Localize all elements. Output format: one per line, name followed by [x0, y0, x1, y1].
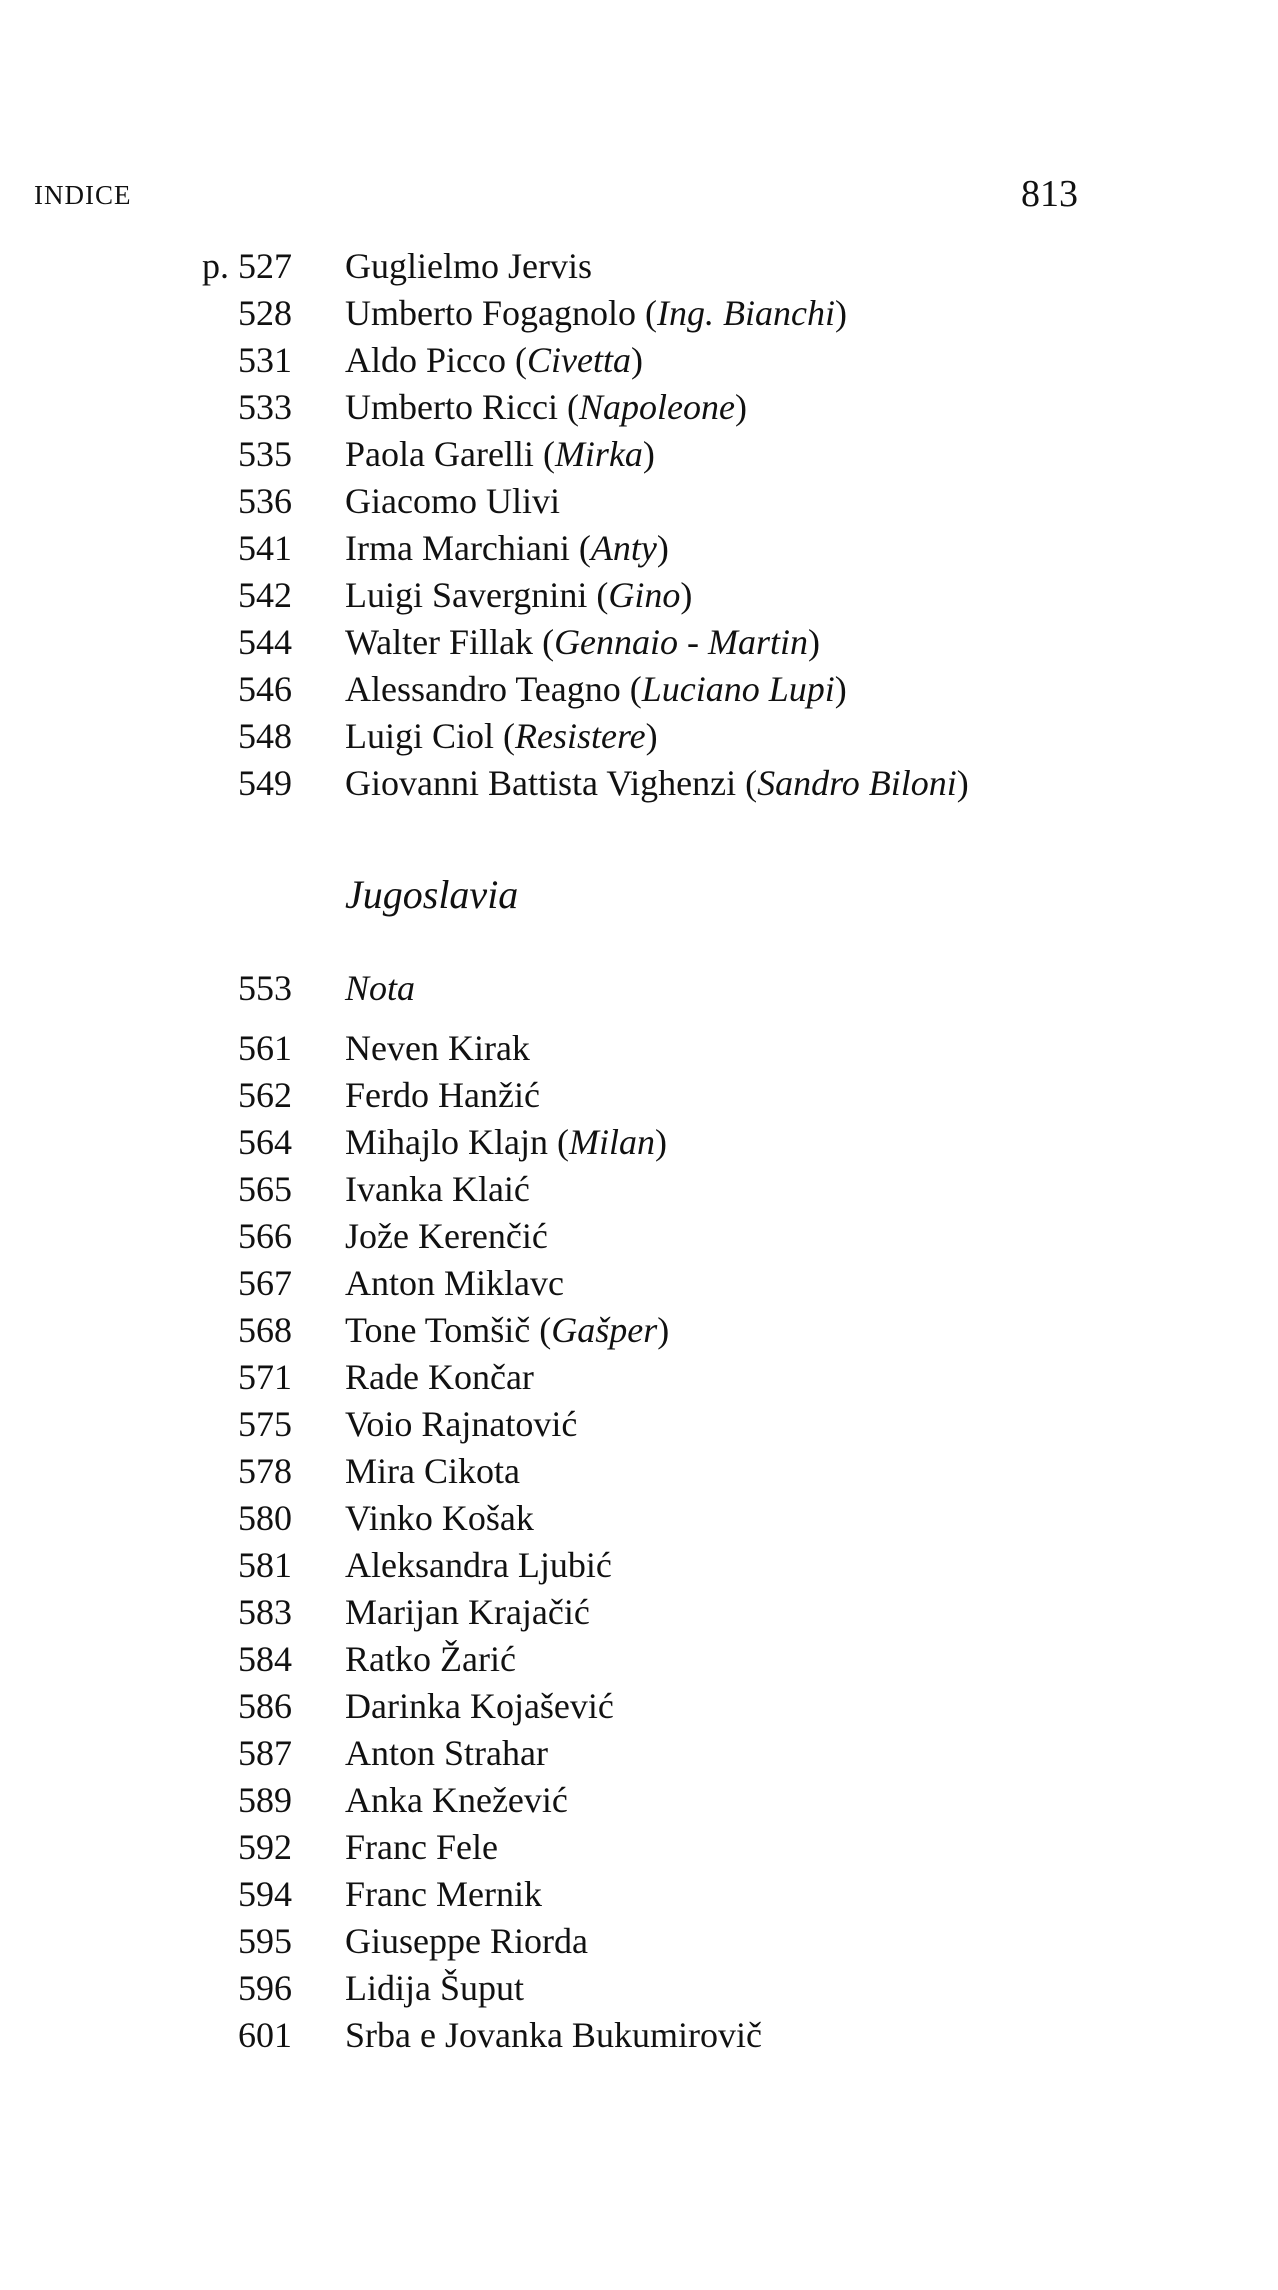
- section-note: [0, 965, 1278, 1012]
- entry-page-number: 578: [238, 1451, 292, 1491]
- entry-name: Anton Strahar: [345, 1733, 548, 1773]
- entry-page-number: 596: [238, 1968, 292, 2008]
- entry-page-number: 562: [238, 1075, 292, 1115]
- entry-name-line: [345, 1025, 530, 1072]
- index-entry: [0, 1495, 1278, 1542]
- index-entry: [0, 1918, 1278, 1965]
- index-entry: [0, 1589, 1278, 1636]
- entry-name: Mihajlo Klajn: [345, 1122, 548, 1162]
- entry-name: Guglielmo Jervis: [345, 246, 592, 286]
- entry-alias: Napoleone: [578, 387, 735, 427]
- entry-name: Irma Marchiani: [345, 528, 570, 568]
- index-entry: [0, 478, 1278, 525]
- entry-page-number: 568: [238, 1310, 292, 1350]
- index-entry: [0, 1824, 1278, 1871]
- index-entry: [0, 1636, 1278, 1683]
- index-entry: [0, 2012, 1278, 2059]
- entry-name-line: [345, 1918, 588, 1965]
- entry-name-line: [345, 1213, 548, 1260]
- entry-name: Rade Končar: [345, 1357, 534, 1397]
- index-list-italy: [0, 243, 1278, 807]
- entry-name: Aleksandra Ljubić: [345, 1545, 612, 1585]
- index-entry: [0, 1730, 1278, 1777]
- entry-name-line: Tone Tomšič (Gašper): [345, 1310, 670, 1350]
- entry-page-number: 561: [238, 1028, 292, 1068]
- entry-name: Mira Cikota: [345, 1451, 520, 1491]
- index-entry: [0, 1448, 1278, 1495]
- entry-page-number: 589: [238, 1780, 292, 1820]
- entry-name-line: [345, 1354, 534, 1401]
- index-entry: [0, 525, 1278, 572]
- entry-page-number: 567: [238, 1263, 292, 1303]
- entry-name: Franc Fele: [345, 1827, 498, 1867]
- entry-name-line: Alessandro Teagno (Luciano Lupi): [345, 669, 847, 709]
- entry-name: Srba e Jovanka Bukumirovič: [345, 2015, 762, 2055]
- entry-name: Anka Knežević: [345, 1780, 568, 1820]
- entry-name: Luigi Ciol: [345, 716, 495, 756]
- entry-page-number: 595: [238, 1921, 292, 1961]
- note-page-number: 553: [238, 968, 292, 1008]
- entry-name-line: Aldo Picco (Civetta): [345, 340, 643, 380]
- entry-name-line: [345, 1965, 524, 2012]
- index-entry: [0, 1401, 1278, 1448]
- entry-name-line: [345, 1824, 498, 1871]
- entry-alias: Sandro Biloni: [757, 763, 957, 803]
- entry-name: Umberto Ricci: [345, 387, 558, 427]
- entry-page-number: 533: [238, 387, 292, 427]
- index-entry: [0, 1119, 1278, 1166]
- entry-page-number: 583: [238, 1592, 292, 1632]
- entry-name-line: [345, 478, 560, 525]
- entry-name-line: [345, 1072, 540, 1119]
- entry-page-number: 546: [238, 669, 292, 709]
- index-entry: [0, 1213, 1278, 1260]
- entry-name-line: [345, 1777, 568, 1824]
- entry-page-number: 548: [238, 716, 292, 756]
- entry-name: Darinka Kojašević: [345, 1686, 614, 1726]
- entry-name-line: [345, 1683, 614, 1730]
- entry-name: Umberto Fogagnolo: [345, 293, 636, 333]
- entry-name: Luigi Savergnini: [345, 575, 588, 615]
- index-entry: [0, 1072, 1278, 1119]
- entry-name-line: Mihajlo Klajn (Milan): [345, 1122, 667, 1162]
- entry-page-number: 549: [238, 763, 292, 803]
- entry-name: Voio Rajnatović: [345, 1404, 578, 1444]
- entry-page-number: 566: [238, 1216, 292, 1256]
- entry-name-line: [345, 1730, 548, 1777]
- index-entry: [0, 1307, 1278, 1354]
- index-entry: [0, 1542, 1278, 1589]
- entry-page-number: 536: [238, 481, 292, 521]
- index-entry: [0, 431, 1278, 478]
- index-entry: [0, 1777, 1278, 1824]
- index-entry: [0, 1965, 1278, 2012]
- entry-name: Jože Kerenčić: [345, 1216, 548, 1256]
- index-entry: [0, 243, 1278, 290]
- entry-page-number: 571: [238, 1357, 292, 1397]
- entry-name-line: [345, 1260, 564, 1307]
- entry-page-number: 586: [238, 1686, 292, 1726]
- entry-name-line: Luigi Ciol (Resistere): [345, 716, 658, 756]
- entry-alias: Gino: [608, 575, 681, 615]
- entry-name-line: Luigi Savergnini (Gino): [345, 575, 693, 615]
- index-entry: [0, 760, 1278, 807]
- entry-name: Ivanka Klaić: [345, 1169, 530, 1209]
- entry-page-number: 528: [238, 293, 292, 333]
- index-entry: [0, 384, 1278, 431]
- entry-alias: Resistere: [515, 716, 646, 756]
- index-entry: [0, 1871, 1278, 1918]
- entry-name-line: [345, 1166, 530, 1213]
- index-entry: [0, 666, 1278, 713]
- entry-page-number: 531: [238, 340, 292, 380]
- index-entry: [0, 1025, 1278, 1072]
- entry-name: Paola Garelli: [345, 434, 534, 474]
- entry-name-line: Giovanni Battista Vighenzi (Sandro Biloni): [345, 763, 969, 803]
- entry-page-number: 592: [238, 1827, 292, 1867]
- index-entry: [0, 1683, 1278, 1730]
- entry-name: Ferdo Hanžić: [345, 1075, 540, 1115]
- entry-page-number: 575: [238, 1404, 292, 1444]
- entry-page-number: 564: [238, 1122, 292, 1162]
- index-list-yugoslavia: [0, 1025, 1278, 2059]
- note-row: [0, 965, 1278, 1012]
- entry-name-line: [345, 1495, 534, 1542]
- entry-name-line: Irma Marchiani (Anty): [345, 528, 669, 568]
- entry-name-line: [345, 1636, 516, 1683]
- entry-name: Alessandro Teagno: [345, 669, 621, 709]
- index-entry: [0, 713, 1278, 760]
- entry-name: Giovanni Battista Vighenzi: [345, 763, 737, 803]
- entry-name-line: Walter Fillak (Gennaio - Martin): [345, 622, 821, 662]
- index-entry: [0, 337, 1278, 384]
- entry-name-line: [345, 2012, 762, 2059]
- entry-alias: Mirka: [554, 434, 643, 474]
- entry-page-number: 587: [238, 1733, 292, 1773]
- entry-name: Neven Kirak: [345, 1028, 530, 1068]
- note-label: Nota: [345, 968, 416, 1008]
- entry-name: Giuseppe Riorda: [345, 1921, 588, 1961]
- entry-page-number: 542: [238, 575, 292, 615]
- entry-page-number: 584: [238, 1639, 292, 1679]
- index-entry: [0, 619, 1278, 666]
- entry-page-number: 580: [238, 1498, 292, 1538]
- entry-alias: Gašper: [551, 1310, 658, 1350]
- entry-name-line: [345, 1542, 612, 1589]
- entry-name: Giacomo Ulivi: [345, 481, 560, 521]
- entry-name: Ratko Žarić: [345, 1639, 516, 1679]
- entry-name-line: Paola Garelli (Mirka): [345, 434, 655, 474]
- entry-name-line: [345, 1871, 542, 1918]
- index-entry: [0, 290, 1278, 337]
- entry-page-number: 535: [238, 434, 292, 474]
- entry-name-line: [345, 1448, 520, 1495]
- entry-page-number: 544: [238, 622, 292, 662]
- entry-page-number: 565: [238, 1169, 292, 1209]
- entry-name: Marijan Krajačić: [345, 1592, 590, 1632]
- entry-alias: Ing. Bianchi: [656, 293, 835, 333]
- entry-name-line: Umberto Ricci (Napoleone): [345, 387, 747, 427]
- entry-page-number: 601: [238, 2015, 292, 2055]
- entry-name: Vinko Košak: [345, 1498, 534, 1538]
- entry-name: Lidija Šuput: [345, 1968, 524, 2008]
- index-entry: [0, 572, 1278, 619]
- entry-name-line: [345, 1401, 577, 1448]
- entry-alias: Luciano Lupi: [641, 669, 835, 709]
- entry-alias: Gennaio - Martin: [554, 622, 809, 662]
- entry-name: Franc Mernik: [345, 1874, 542, 1914]
- index-entry: [0, 1166, 1278, 1213]
- entry-page-number: 581: [238, 1545, 292, 1585]
- index-entry: [0, 1260, 1278, 1307]
- entry-page-number: 594: [238, 1874, 292, 1914]
- entry-name: Tone Tomšič: [345, 1310, 531, 1350]
- page-number: 813: [1021, 173, 1078, 215]
- index-entry: [0, 1354, 1278, 1401]
- entry-page-number: p. 527: [202, 246, 292, 286]
- entry-name: Anton Miklavc: [345, 1263, 564, 1303]
- entry-name-line: [345, 1589, 590, 1636]
- entry-name: Walter Fillak: [345, 622, 534, 662]
- entry-name-line: [345, 243, 592, 290]
- entry-name-line: Umberto Fogagnolo (Ing. Bianchi): [345, 293, 847, 333]
- entry-name: Aldo Picco: [345, 340, 506, 380]
- entry-alias: Milan: [568, 1122, 655, 1162]
- running-head: INDICE: [34, 180, 132, 210]
- entry-alias: Civetta: [526, 340, 631, 380]
- section-title: Jugoslavia: [345, 872, 519, 917]
- entry-page-number: 541: [238, 528, 292, 568]
- entry-alias: Anty: [590, 528, 657, 568]
